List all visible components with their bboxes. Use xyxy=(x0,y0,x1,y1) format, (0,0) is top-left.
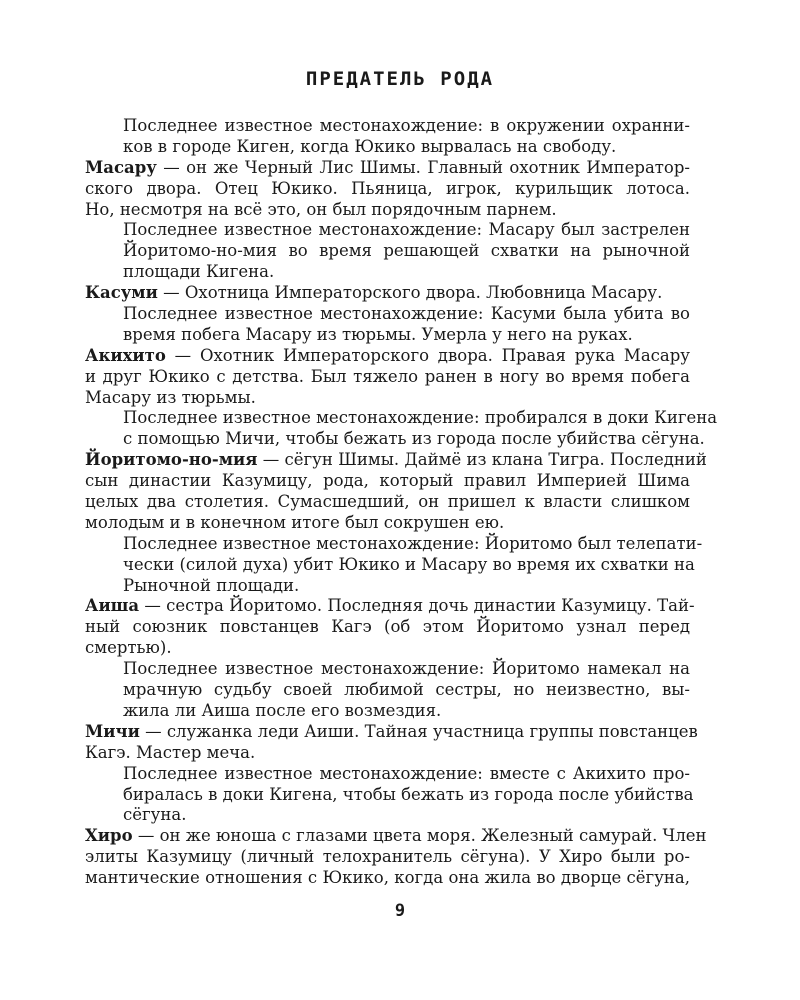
text-line xyxy=(85,847,690,868)
line-text: — он же юноша с глазами цвета моря. Железный самурай. Член xyxy=(132,826,707,846)
character-name: Мичи xyxy=(85,721,140,741)
line-text: мрачную судьбу своей любимой сестры, но неизвестно, вы- xyxy=(123,680,690,700)
text-line xyxy=(85,325,690,346)
character-name: Хиро xyxy=(85,826,133,846)
line-text: Кагэ. Мастер меча. xyxy=(85,742,256,762)
line-text: Последнее известное местонахождение: Касуми была убита во xyxy=(123,304,690,324)
line-text: площади Кигена. xyxy=(123,262,275,282)
line-text: Рыночной площади. xyxy=(123,575,300,595)
text-line xyxy=(85,450,707,471)
line-text: Последнее известное местонахождение: Йоритомо был телепати- xyxy=(123,533,703,553)
line-text: с помощью Мичи, чтобы бежать из города после убийства сёгуна. xyxy=(123,429,705,449)
character-list xyxy=(85,116,718,889)
text-line xyxy=(85,116,690,137)
text-line xyxy=(85,743,690,764)
text-line xyxy=(85,701,690,722)
text-line xyxy=(85,262,690,283)
character-name: Касуми xyxy=(85,283,158,303)
text-line xyxy=(85,304,690,325)
line-text: Но, несмотря на всё это, он был порядочным парнем. xyxy=(85,199,557,219)
line-text: целых два столетия. Сумасшедший, он пришел к власти слишком xyxy=(85,492,690,512)
text-line xyxy=(85,576,690,597)
line-text: Последнее известное местонахождение: в окружении охранни- xyxy=(123,116,690,135)
line-text: ского двора. Отец Юкико. Пьяница, игрок, курильщик лотоса. xyxy=(85,178,690,198)
line-text: — сёгун Шимы. Даймё из клана Тигра. Последний xyxy=(257,450,707,470)
text-line xyxy=(85,220,690,241)
text-line xyxy=(85,868,690,889)
character-name: Масару xyxy=(85,157,157,177)
text-line xyxy=(85,408,718,429)
text-line xyxy=(85,617,690,638)
character-name: Аиша xyxy=(85,596,140,616)
text-line xyxy=(85,596,695,617)
text-line xyxy=(85,283,690,304)
text-line xyxy=(85,179,690,200)
line-text: жила ли Аиша после его возмездия. xyxy=(123,700,442,720)
text-line xyxy=(85,158,690,179)
line-text: ный союзник повстанцев Кагэ (об этом Йоритомо узнал перед xyxy=(85,617,690,637)
text-line xyxy=(85,429,705,450)
line-text: — он же Черный Лис Шимы. Главный охотник Император- xyxy=(156,157,690,177)
text-line xyxy=(85,200,690,221)
text-line xyxy=(85,137,690,158)
text-line xyxy=(85,471,690,492)
line-text: сёгуна. xyxy=(123,805,187,825)
line-text: Масару из тюрьмы. xyxy=(85,387,256,407)
line-text: биралась в доки Кигена, чтобы бежать из города после убийства xyxy=(123,784,694,804)
line-text: время побега Масару из тюрьмы. Умерла у него на руках. xyxy=(123,324,633,344)
text-line xyxy=(85,805,690,826)
text-line xyxy=(85,388,690,409)
line-text: — Охотник Императорского двора. Правая рука Масару xyxy=(165,345,690,365)
line-text: смертью). xyxy=(85,638,172,658)
line-text: Последнее известное местонахождение: Масару был застрелен xyxy=(123,220,690,240)
running-head: ПРЕДАТЕЛЬ РОДА xyxy=(305,68,495,90)
text-line xyxy=(85,533,703,555)
text-line xyxy=(85,241,690,262)
line-text: Последнее известное местонахождение: вместе с Акихито про- xyxy=(123,763,690,783)
text-line xyxy=(85,492,690,513)
text-line xyxy=(85,346,690,367)
line-text: — Охотница Императорского двора. Любовница Масару. xyxy=(157,283,663,303)
text-line xyxy=(85,826,707,847)
text-line xyxy=(85,554,695,576)
line-text: сын династии Казумицу, рода, который правил Империей Шима xyxy=(85,471,690,491)
line-text: элиты Казумицу (личный телохранитель сёгуна). У Хиро были ро- xyxy=(85,847,690,867)
line-text: Йоритомо-но-мия во время решающей схватки на рыночной xyxy=(123,241,690,261)
page-number: 9 xyxy=(394,901,406,921)
text-line xyxy=(85,764,690,785)
line-text: Последнее известное местонахождение: Йоритомо намекал на xyxy=(123,659,690,679)
line-text: мантические отношения с Юкико, когда она жила во дворце сёгуна, xyxy=(85,868,690,888)
text-line xyxy=(85,784,694,806)
text-line xyxy=(85,367,690,388)
line-text: ков в городе Киген, когда Юкико вырвалась на свободу. xyxy=(123,136,617,156)
line-text: молодым и в конечном итоге был сокрушен ею. xyxy=(85,512,505,532)
character-name: Йоритомо-но-мия xyxy=(85,450,258,470)
character-name: Акихито xyxy=(85,345,166,365)
line-text: — служанка леди Аиши. Тайная участница группы повстанцев xyxy=(139,721,698,741)
line-text: и друг Юкико с детства. Был тяжело ранен в ногу во время побега xyxy=(85,366,690,386)
text-line xyxy=(85,721,698,743)
line-text: чески (силой духа) убит Юкико и Масару во время их схватки на xyxy=(123,554,695,574)
text-line xyxy=(85,513,690,534)
text-line xyxy=(85,638,690,659)
text-line xyxy=(85,659,690,680)
line-text: — сестра Йоритомо. Последняя дочь династии Казумицу. Тай- xyxy=(139,596,695,616)
text-line xyxy=(85,680,690,701)
line-text: Последнее известное местонахождение: пробирался в доки Кигена xyxy=(123,408,718,428)
